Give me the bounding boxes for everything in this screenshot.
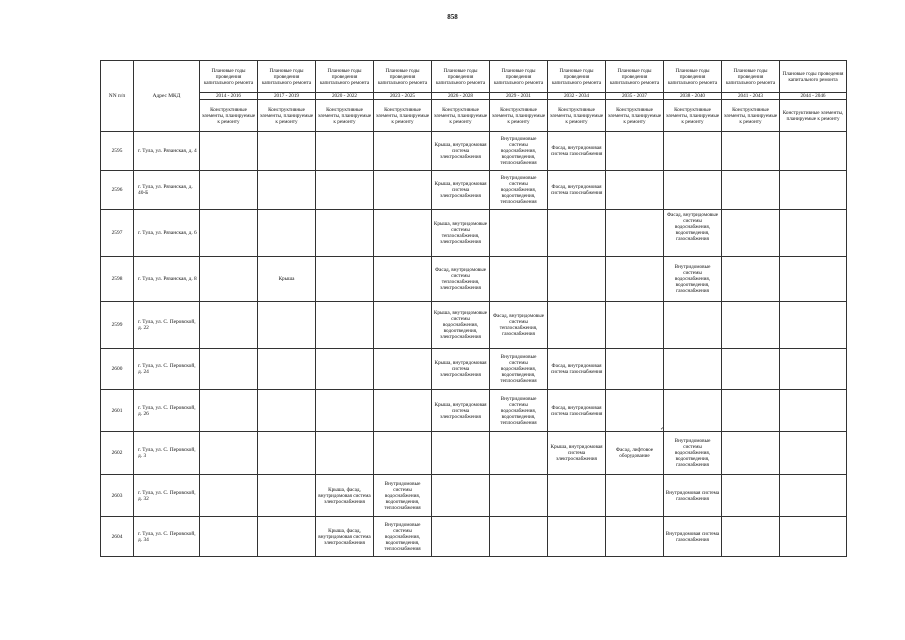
row-elements-cell (722, 390, 780, 432)
table-row (101, 475, 847, 517)
row-elements-cell: Внутридомовая система газоснабжения (664, 517, 722, 557)
row-elements-cell: Внутридомовые системы водоснабжения, водоотведения, теплоснабжения (374, 475, 432, 517)
header-elements: Конструктивные элементы, планируемые к ремонту (548, 100, 606, 132)
row-elements-cell (722, 210, 780, 257)
header-elements: Конструктивные элементы, планируемые к ремонту (374, 100, 432, 132)
row-elements-cell: Фасад, внутридомовые системы теплоснабжения, газоснабжения (490, 302, 548, 349)
header-years: 2041 - 2043 (722, 93, 780, 100)
header-period-label: Плановые годы проведения капитального ремонта (316, 61, 374, 93)
row-elements-cell (722, 257, 780, 302)
row-elements-cell: Крыша (258, 257, 316, 302)
row-elements-cell (548, 517, 606, 557)
row-address: г. Тула, ул. С. Перовской, д. 34 (134, 517, 200, 557)
row-elements-cell: Крыша, внутридомовые системы водоснабжения, водоотведения, электроснабжения (432, 302, 490, 349)
row-elements-cell (606, 171, 664, 210)
row-elements-cell: Внутридомовая система газоснабжения (664, 475, 722, 517)
row-elements-cell: Крыша, фасад, внутридомовая система электроснабжения (316, 517, 374, 557)
table-row (101, 171, 847, 210)
row-address: г. Тула, ул. С. Перовской, д. 22 (134, 302, 200, 349)
row-elements-cell: Внутридомовые системы водоснабжения, водоотведения, теплоснабжения (374, 517, 432, 557)
row-elements-cell (374, 432, 432, 475)
row-elements-cell (780, 132, 847, 171)
row-number: 2600 (101, 349, 134, 390)
row-elements-cell (780, 171, 847, 210)
header-period-label: Плановые годы проведения капитального ремонта (606, 61, 664, 93)
row-elements-cell (606, 257, 664, 302)
row-elements-cell (722, 302, 780, 349)
row-elements-cell (200, 210, 258, 257)
row-elements-cell (780, 390, 847, 432)
row-number: 2596 (101, 171, 134, 210)
header-years: 2029 - 2031 (490, 93, 548, 100)
row-elements-cell: Фасад, внутридомовые системы водоснабжения, водоотведения, газоснабжения (664, 210, 722, 257)
header-years: 2035 - 2037 (606, 93, 664, 100)
header-period-label: Плановые годы проведения капитального ремонта (490, 61, 548, 93)
header-years: 2014 - 2016 (200, 93, 258, 100)
row-elements-cell (490, 475, 548, 517)
capital-repair-table (100, 60, 847, 557)
header-years: 2032 - 2034 (548, 93, 606, 100)
row-elements-cell (490, 210, 548, 257)
row-elements-cell (316, 257, 374, 302)
row-number: 2604 (101, 517, 134, 557)
row-number: 2602 (101, 432, 134, 475)
header-elements: Конструктивные элементы, планируемые к ремонту (664, 100, 722, 132)
header-years: 2026 - 2028 (432, 93, 490, 100)
row-elements-cell (200, 349, 258, 390)
row-address: г. Тула, ул. С. Перовской, д. 3 (134, 432, 200, 475)
row-address: г. Тула, ул. Рязанская, д. 8 (134, 257, 200, 302)
row-elements-cell (258, 390, 316, 432)
row-address: г. Тула, ул. Рязанская, д. 6 (134, 210, 200, 257)
row-elements-cell: Крыша, внутридомовая система электроснабжения (432, 171, 490, 210)
row-elements-cell (316, 210, 374, 257)
table-row (101, 210, 847, 257)
header-years: 2017 - 2019 (258, 93, 316, 100)
table-row (101, 517, 847, 557)
row-elements-cell (200, 517, 258, 557)
header-num: NN п/п (101, 61, 134, 132)
row-elements-cell (200, 302, 258, 349)
row-elements-cell (200, 475, 258, 517)
row-elements-cell (664, 302, 722, 349)
row-elements-cell: Фасад, внутридомовые системы теплоснабжения, электроснабжения (432, 257, 490, 302)
header-years: 2044 - 2046 (780, 93, 847, 100)
header-address: Адрес МКД (134, 61, 200, 132)
row-elements-cell (780, 349, 847, 390)
header-row-labels (101, 61, 847, 93)
row-elements-cell: Крыша, внутридомовая система электроснабжения (432, 349, 490, 390)
row-elements-cell (606, 302, 664, 349)
row-elements-cell (258, 475, 316, 517)
row-elements-cell (548, 210, 606, 257)
header-row-years (101, 93, 847, 100)
header-period-label: Плановые годы проведения капитального ремонта (548, 61, 606, 93)
row-elements-cell (258, 171, 316, 210)
row-number: 2599 (101, 302, 134, 349)
row-elements-cell: Крыша, внутридомовая система электроснабжения (432, 132, 490, 171)
row-elements-cell (490, 257, 548, 302)
row-elements-cell: Внутридомовые системы водоснабжения, водоотведения, газоснабжения (664, 257, 722, 302)
header-elements: Конструктивные элементы, планируемые к ремонту (780, 100, 847, 132)
table-row (101, 390, 847, 432)
header-elements: Конструктивные элементы, планируемые к ремонту (490, 100, 548, 132)
row-elements-cell (664, 390, 722, 432)
row-number: 2598 (101, 257, 134, 302)
header-row-elements (101, 100, 847, 132)
row-address: г. Тула, ул. Рязанская, д. 40-Б (134, 171, 200, 210)
row-elements-cell: Внутридомовые системы водоснабжения, водоотведения, теплоснабжения (490, 171, 548, 210)
row-elements-cell (432, 432, 490, 475)
row-elements-cell: Фасад, внутридомовая система газоснабжения (548, 349, 606, 390)
row-elements-cell (258, 432, 316, 475)
row-elements-cell (548, 257, 606, 302)
row-elements-cell: Внутридомовые системы водоснабжения, водоотведения, теплоснабжения (490, 349, 548, 390)
row-elements-cell (548, 302, 606, 349)
row-address: г. Тула, ул. Рязанская, д. 4 (134, 132, 200, 171)
row-elements-cell: Фасад, лифтовое оборудование (606, 432, 664, 475)
header-elements: Конструктивные элементы, планируемые к ремонту (432, 100, 490, 132)
row-elements-cell: Фасад, внутридомовая система газоснабжения (548, 132, 606, 171)
table-row (101, 302, 847, 349)
row-elements-cell (722, 475, 780, 517)
row-elements-cell: Внутридомовые системы водоснабжения, водоотведения, теплоснабжения (490, 390, 548, 432)
header-years: 2023 - 2025 (374, 93, 432, 100)
table-row (101, 432, 847, 475)
row-elements-cell (258, 132, 316, 171)
row-elements-cell (664, 132, 722, 171)
row-elements-cell (316, 132, 374, 171)
row-elements-cell (316, 171, 374, 210)
row-elements-cell (200, 257, 258, 302)
row-elements-cell (606, 210, 664, 257)
row-number: 2601 (101, 390, 134, 432)
row-elements-cell (606, 132, 664, 171)
table-row (101, 349, 847, 390)
row-elements-cell (374, 349, 432, 390)
header-period-label: Плановые годы проведения капитального ремонта (432, 61, 490, 93)
row-elements-cell (374, 132, 432, 171)
row-elements-cell (316, 432, 374, 475)
row-elements-cell (664, 171, 722, 210)
row-elements-cell (722, 349, 780, 390)
row-elements-cell (316, 302, 374, 349)
row-elements-cell (258, 302, 316, 349)
row-elements-cell: Фасад, внутридомовая система газоснабжения (548, 390, 606, 432)
row-elements-cell (374, 171, 432, 210)
row-elements-cell: Фасад, внутридомовая система газоснабжения (548, 171, 606, 210)
row-elements-cell: Крыша, внутридомовые системы теплоснабжения, электроснабжения (432, 210, 490, 257)
row-elements-cell (722, 517, 780, 557)
table-row (101, 257, 847, 302)
row-elements-cell (258, 517, 316, 557)
header-period-label: Плановые годы проведения капитального ремонта (200, 61, 258, 93)
row-elements-cell (722, 432, 780, 475)
row-elements-cell (374, 302, 432, 349)
row-elements-cell (780, 517, 847, 557)
row-elements-cell (606, 475, 664, 517)
page-number: 858 (447, 13, 458, 21)
row-address: г. Тула, ул. С. Перовской, д. 26 (134, 390, 200, 432)
row-elements-cell (722, 171, 780, 210)
header-period-label: Плановые годы проведения капитального ремонта (780, 61, 847, 93)
row-elements-cell (606, 349, 664, 390)
row-elements-cell: Крыша, внутридомовая система электроснабжения (548, 432, 606, 475)
row-elements-cell (374, 257, 432, 302)
table-row (101, 132, 847, 171)
row-elements-cell: Внутридомовые системы водоснабжения, водоотведения, газоснабжения (664, 432, 722, 475)
row-elements-cell (432, 475, 490, 517)
row-elements-cell (606, 390, 664, 432)
row-address: г. Тула, ул. С. Перовской, д. 24 (134, 349, 200, 390)
row-number: 2595 (101, 132, 134, 171)
row-elements-cell (490, 432, 548, 475)
row-elements-cell (548, 475, 606, 517)
header-period-label: Плановые годы проведения капитального ремонта (664, 61, 722, 93)
row-address: г. Тула, ул. С. Перовской, д. 32 (134, 475, 200, 517)
row-elements-cell (258, 210, 316, 257)
row-number: 2597 (101, 210, 134, 257)
scan-mark: ✓ (660, 426, 666, 432)
header-elements: Конструктивные элементы, планируемые к ремонту (722, 100, 780, 132)
row-elements-cell (200, 132, 258, 171)
row-elements-cell (490, 517, 548, 557)
row-elements-cell (200, 432, 258, 475)
header-years: 2020 - 2022 (316, 93, 374, 100)
row-elements-cell (374, 210, 432, 257)
row-elements-cell (374, 390, 432, 432)
row-elements-cell: Крыша, фасад, внутридомовая система электроснабжения (316, 475, 374, 517)
row-elements-cell: Крыша, внутридомовая система электроснабжения (432, 390, 490, 432)
row-elements-cell (780, 257, 847, 302)
row-elements-cell (316, 349, 374, 390)
row-elements-cell (200, 390, 258, 432)
row-elements-cell: Внутридомовые системы водоснабжения, водоотведения, теплоснабжения (490, 132, 548, 171)
header-years: 2038 - 2040 (664, 93, 722, 100)
header-elements: Конструктивные элементы, планируемые к ремонту (258, 100, 316, 132)
row-elements-cell (664, 349, 722, 390)
row-elements-cell (200, 171, 258, 210)
row-elements-cell (722, 132, 780, 171)
row-elements-cell (316, 390, 374, 432)
row-elements-cell (606, 517, 664, 557)
row-elements-cell (258, 349, 316, 390)
header-elements: Конструктивные элементы, планируемые к ремонту (316, 100, 374, 132)
row-number: 2603 (101, 475, 134, 517)
row-elements-cell (780, 210, 847, 257)
header-period-label: Плановые годы проведения капитального ремонта (374, 61, 432, 93)
row-elements-cell (432, 517, 490, 557)
row-elements-cell (780, 302, 847, 349)
header-elements: Конструктивные элементы, планируемые к ремонту (200, 100, 258, 132)
header-period-label: Плановые годы проведения капитального ремонта (722, 61, 780, 93)
header-period-label: Плановые годы проведения капитального ремонта (258, 61, 316, 93)
row-elements-cell (780, 432, 847, 475)
header-elements: Конструктивные элементы, планируемые к ремонту (606, 100, 664, 132)
row-elements-cell (780, 475, 847, 517)
